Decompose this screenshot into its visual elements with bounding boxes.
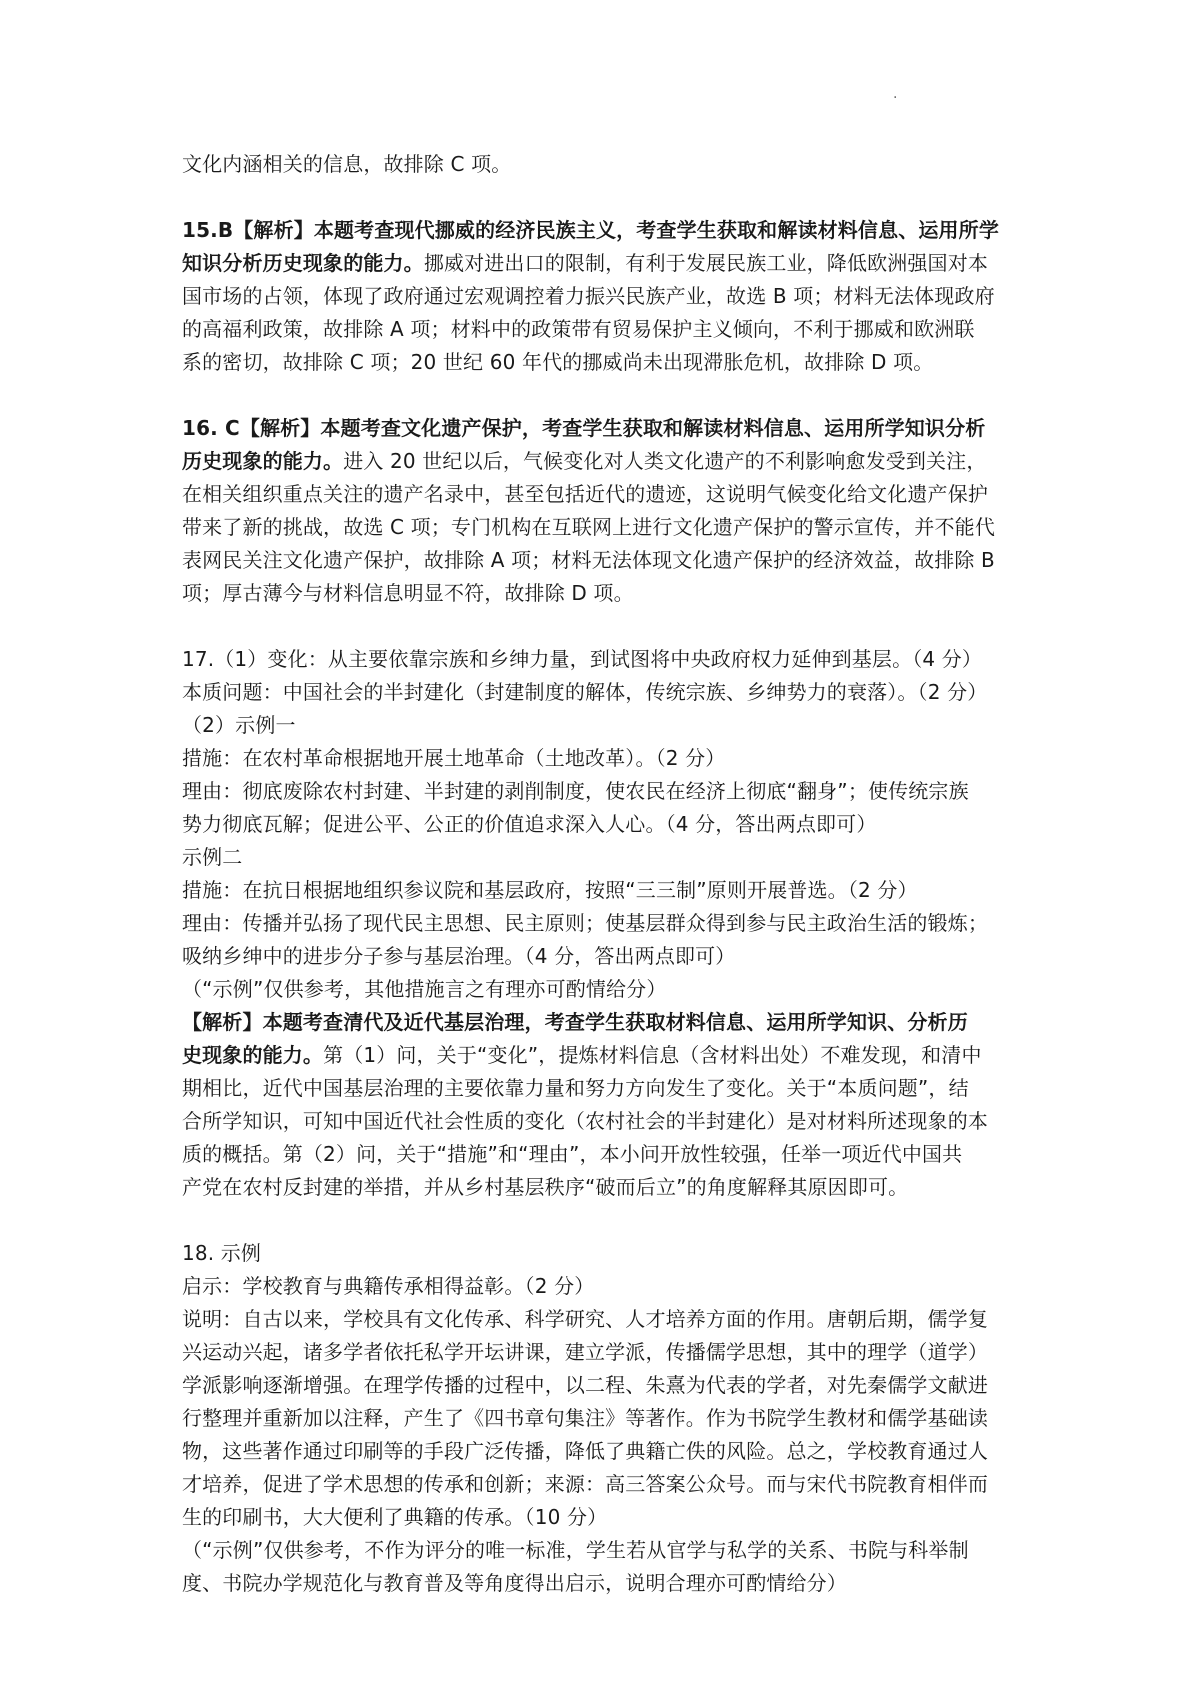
- text-line: 表网民关注文化遗产保护，故排除 A 项；材料无法体现文化遗产保护的经济效益，故排除 B: [182, 548, 995, 572]
- q16-heading-tail: 历史现象的能力。: [182, 449, 344, 473]
- text-line: （“示例”仅供参考，其他措施言之有理亦可酌情给分）: [182, 977, 667, 1001]
- paragraph-gap: [182, 610, 1042, 643]
- page-dot-mark: ·: [893, 90, 898, 106]
- text-line: （2）示例一: [182, 713, 296, 737]
- q16-heading: 16. C【解析】本题考查文化遗产保护，考查学生获取和解读材料信息、运用所学知识分析: [182, 416, 986, 440]
- text-line: 理由：传播并弘扬了现代民主思想、民主原则；使基层群众得到参与民主政治生活的锻炼；: [182, 911, 988, 935]
- paragraph-gap: [182, 1204, 1042, 1237]
- text-line: 的高福利政策，故排除 A 项；材料中的政策带有贸易保护主义倾向，不利于挪威和欧洲联: [182, 317, 975, 341]
- text-line: 系的密切，故排除 C 项；20 世纪 60 年代的挪威尚未出现滞胀危机，故排除 D 项。: [182, 350, 934, 374]
- text-line: [182, 247, 1042, 280]
- text-line: 生的印刷书，大大便利了典籍的传承。（10 分）: [182, 1505, 608, 1529]
- text-line: 才培养，促进了学术思想的传承和创新；来源：高三答案公众号。而与宋代书院教育相伴而: [182, 1472, 988, 1496]
- text-line: 示例二: [182, 845, 243, 869]
- q17-text: 第（1）问，关于“变化”，提炼材料信息（含材料出处）不难发现，和清中: [323, 1043, 982, 1067]
- text-line: 文化内涵相关的信息，故排除 C 项。: [182, 152, 512, 176]
- text-line: （“示例”仅供参考，不作为评分的唯一标准，学生若从官学与私学的关系、书院与科举制: [182, 1538, 969, 1562]
- text-line: [182, 445, 1042, 478]
- text-line: 行整理并重新加以注释，产生了《四书章句集注》等著作。作为书院学生教材和儒学基础读: [182, 1406, 988, 1430]
- text-line: 质的概括。第（2）问，关于“措施”和“理由”，本小问开放性较强，任举一项近代中国共: [182, 1142, 963, 1166]
- text-line: 度、书院办学规范化与教育普及等角度得出启示，说明合理亦可酌情给分）: [182, 1571, 847, 1595]
- text-line: 产党在农村反封建的举措，并从乡村基层秩序“破而后立”的角度解释其原因即可。: [182, 1175, 909, 1199]
- q15-heading: 15.B【解析】本题考查现代挪威的经济民族主义，考查学生获取和解读材料信息、运用所学: [182, 218, 999, 242]
- text-line: 合所学知识，可知中国近代社会性质的变化（农村社会的半封建化）是对材料所述现象的本: [182, 1109, 988, 1133]
- paragraph-gap: [182, 181, 1042, 214]
- text-line: 学派影响逐渐增强。在理学传播的过程中，以二程、朱熹为代表的学者，对先秦儒学文献进: [182, 1373, 988, 1397]
- text-line: 说明：自古以来，学校具有文化传承、科学研究、人才培养方面的作用。唐朝后期，儒学复: [182, 1307, 988, 1331]
- q15-text: 挪威对进出口的限制，有利于发展民族工业，降低欧洲强国对本: [423, 251, 989, 275]
- text-line: 带来了新的挑战，故选 C 项；专门机构在互联网上进行文化遗产保护的警示宣传，并不能代: [182, 515, 995, 539]
- answer-document: [182, 148, 1042, 1600]
- text-line: 措施：在农村革命根据地开展土地革命（土地改革）。（2 分）: [182, 746, 726, 770]
- q17-answer-line: 17.（1）变化：从主要依靠宗族和乡绅力量，到试图将中央政府权力延伸到基层。（4 分）: [182, 647, 983, 671]
- text-line: 吸纳乡绅中的进步分子参与基层治理。（4 分，答出两点即可）: [182, 944, 736, 968]
- text-line: 势力彻底瓦解；促进公平、公正的价值追求深入人心。（4 分，答出两点即可）: [182, 812, 877, 836]
- text-line: 在相关组织重点关注的遗产名录中，甚至包括近代的遗迹，这说明气候变化给文化遗产保护: [182, 482, 988, 506]
- text-line: 启示：学校教育与典籍传承相得益彰。（2 分）: [182, 1274, 595, 1298]
- q16-text: 进入 20 世纪以后，气候变化对人类文化遗产的不利影响愈发受到关注，: [343, 449, 987, 473]
- text-line: 国市场的占领，体现了政府通过宏观调控着力振兴民族产业，故选 B 项；材料无法体现政府: [182, 284, 995, 308]
- text-line: 措施：在抗日根据地组织参议院和基层政府，按照“三三制”原则开展普选。（2 分）: [182, 878, 918, 902]
- q15-heading-tail: 知识分析历史现象的能力。: [182, 251, 424, 275]
- q17-analysis-heading: 【解析】本题考查清代及近代基层治理，考查学生获取材料信息、运用所学知识、分析历: [182, 1010, 968, 1034]
- text-line: 期相比，近代中国基层治理的主要依靠力量和努力方向发生了变化。关于“本质问题”，结: [182, 1076, 969, 1100]
- paragraph-gap: [182, 379, 1042, 412]
- text-line: [182, 1039, 1042, 1072]
- text-line: 兴运动兴起，诸多学者依托私学开坛讲课，建立学派，传播儒学思想，其中的理学（道学）: [182, 1340, 988, 1364]
- text-line: 项；厚古薄今与材料信息明显不符，故排除 D 项。: [182, 581, 634, 605]
- text-line: 本质问题：中国社会的半封建化（封建制度的解体，传统宗族、乡绅势力的衰落）。（2 分）: [182, 680, 988, 704]
- text-line: 理由：彻底废除农村封建、半封建的剥削制度，使农民在经济上彻底“翻身”；使传统宗族: [182, 779, 969, 803]
- text-line: 物，这些著作通过印刷等的手段广泛传播，降低了典籍亡佚的风险。总之，学校教育通过人: [182, 1439, 988, 1463]
- q17-analysis-heading-tail: 史现象的能力。: [182, 1043, 324, 1067]
- q18-answer-line: 18. 示例: [182, 1241, 262, 1265]
